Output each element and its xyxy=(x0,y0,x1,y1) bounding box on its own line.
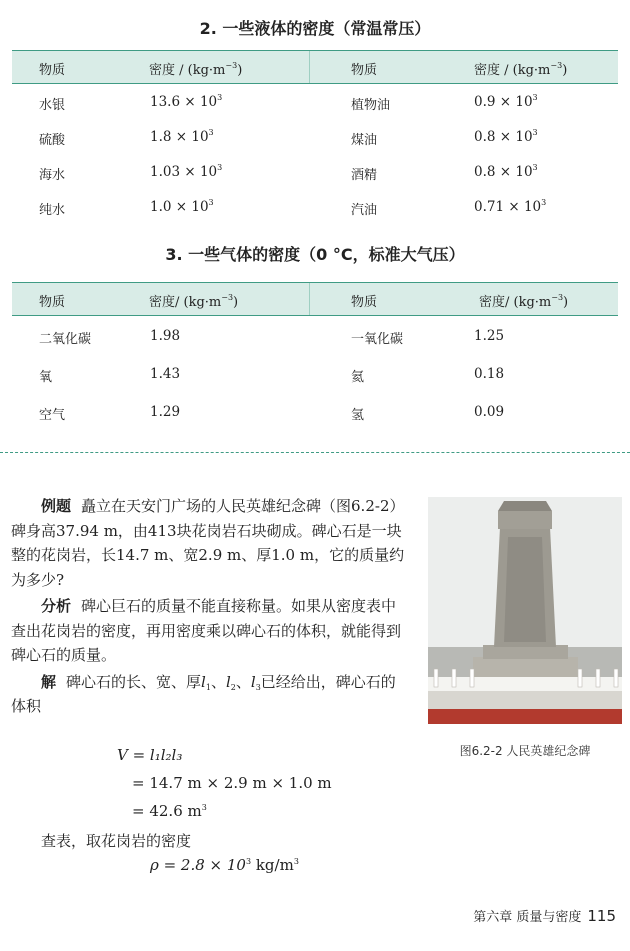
chapter-label: 第六章 质量与密度 xyxy=(473,910,582,925)
substance-name: 氦 xyxy=(351,370,365,385)
density-value: 1.25 xyxy=(474,328,505,344)
equation-result: = 42.6 $m^3$ xyxy=(132,802,207,820)
density-value: $0.71 \times 10^3$ xyxy=(474,198,547,215)
density-value: $1.0 \times 10^3$ xyxy=(150,198,214,215)
header-substance-right: 物质 xyxy=(351,63,378,78)
substance-name: 煤油 xyxy=(351,133,378,148)
solution-paragraph: 解 碑心石的长、宽、厚$l_1$、$l_2$、$l_3$已经给出，碑心石的体积 xyxy=(11,672,396,715)
page-number: 115 xyxy=(587,907,616,925)
analysis-text: 碑心巨石的质量不能直接称量。如果从密度表中查出花岗岩的密度，再用密度乘以碑心石的体积，就能得到碑心石的质量。 xyxy=(11,597,402,664)
example-label: 例题 xyxy=(41,497,72,515)
substance-name: 二氧化碳 xyxy=(39,332,92,347)
substance-name: 氧 xyxy=(39,370,53,385)
section-divider-line xyxy=(0,452,630,453)
table-row xyxy=(12,191,618,225)
substance-name: 酒精 xyxy=(351,168,378,183)
liquid-density-table xyxy=(12,50,618,218)
table-row xyxy=(12,320,618,354)
page-footer xyxy=(473,906,616,925)
example-paragraph xyxy=(11,494,407,719)
equation-density: $\rho = 2.8 \times 10^3$ $kg/m^3$ xyxy=(150,856,299,874)
density-value: 1.43 xyxy=(150,366,181,382)
substance-name: 氢 xyxy=(351,408,365,423)
substance-name: 海水 xyxy=(39,168,66,183)
solution-text-b: 已经给出，碑心石的体积 xyxy=(11,672,396,715)
substance-name: 空气 xyxy=(39,408,66,423)
analysis-label: 分析 xyxy=(41,597,72,615)
figure-caption: 图6.2-2 人民英雄纪念碑 xyxy=(459,744,591,758)
header-substance-right: 物质 xyxy=(351,295,378,310)
equation-substitution: = 14.7 m × 2.9 m × 1.0 m xyxy=(132,774,332,792)
table-row xyxy=(12,86,618,120)
substance-name: 一氧化碳 xyxy=(351,332,404,347)
header-substance: 物质 xyxy=(39,63,66,78)
table-row xyxy=(12,396,618,430)
solution-label: 解 xyxy=(41,672,57,691)
density-value: 1.29 xyxy=(150,404,181,420)
gas-density-table xyxy=(12,282,618,423)
header-density-right: 密度 / $(kg\cdot m^{-3})$ xyxy=(474,61,568,78)
table-row xyxy=(12,156,618,190)
density-value: $1.03 \times 10^3$ xyxy=(150,163,223,180)
header-divider xyxy=(309,51,310,83)
lookup-line: 查表，取花岗岩的密度 xyxy=(41,832,192,850)
section-2-title: 2. 一些液体的密度（常温常压） xyxy=(199,19,431,38)
table-header xyxy=(12,282,618,316)
substance-name: 汽油 xyxy=(351,203,378,218)
density-value: 0.09 xyxy=(474,404,505,420)
substance-name: 植物油 xyxy=(351,98,391,113)
table-header xyxy=(12,50,618,84)
density-value: $1.8 \times 10^3$ xyxy=(150,128,214,145)
monument-photo xyxy=(428,497,622,724)
density-value: $13.6 \times 10^3$ xyxy=(150,93,223,110)
header-divider xyxy=(309,283,310,315)
section-3-title: 3. 一些气体的密度（0 °C，标准大气压） xyxy=(165,245,465,264)
substance-name: 水银 xyxy=(39,98,66,113)
density-value: $0.8 \times 10^3$ xyxy=(474,128,538,145)
density-value: 0.18 xyxy=(474,366,505,382)
density-value: $0.9 \times 10^3$ xyxy=(474,93,538,110)
header-density: 密度 / $(kg\cdot m^{-3})$ xyxy=(149,61,243,78)
analysis-paragraph xyxy=(11,594,407,668)
substance-name: 纯水 xyxy=(39,203,66,218)
monument-illustration xyxy=(428,497,622,724)
density-value: $0.8 \times 10^3$ xyxy=(474,163,538,180)
equation-volume: V = l₁l₂l₃ xyxy=(117,746,183,764)
solution-text-a: 碑心石的长、宽、厚 xyxy=(66,672,202,691)
density-value: 1.98 xyxy=(150,328,181,344)
table-row xyxy=(12,358,618,392)
example-text: 矗立在天安门广场的人民英雄纪念碑（图6.2-2）碑身高37.94 m，由413块花岗岩石块砌成。碑心石是一块整的花岗岩，长14.7 m、宽2.9 m、厚1.0 m，它的质量约为多少? xyxy=(11,497,405,589)
header-density: 密度/ $(kg\cdot m^{-3})$ xyxy=(149,293,239,310)
table-row xyxy=(12,121,618,155)
substance-name: 硫酸 xyxy=(39,133,66,148)
header-density-right: 密度/ $(kg\cdot m^{-3})$ xyxy=(479,293,569,310)
header-substance: 物质 xyxy=(39,295,66,310)
